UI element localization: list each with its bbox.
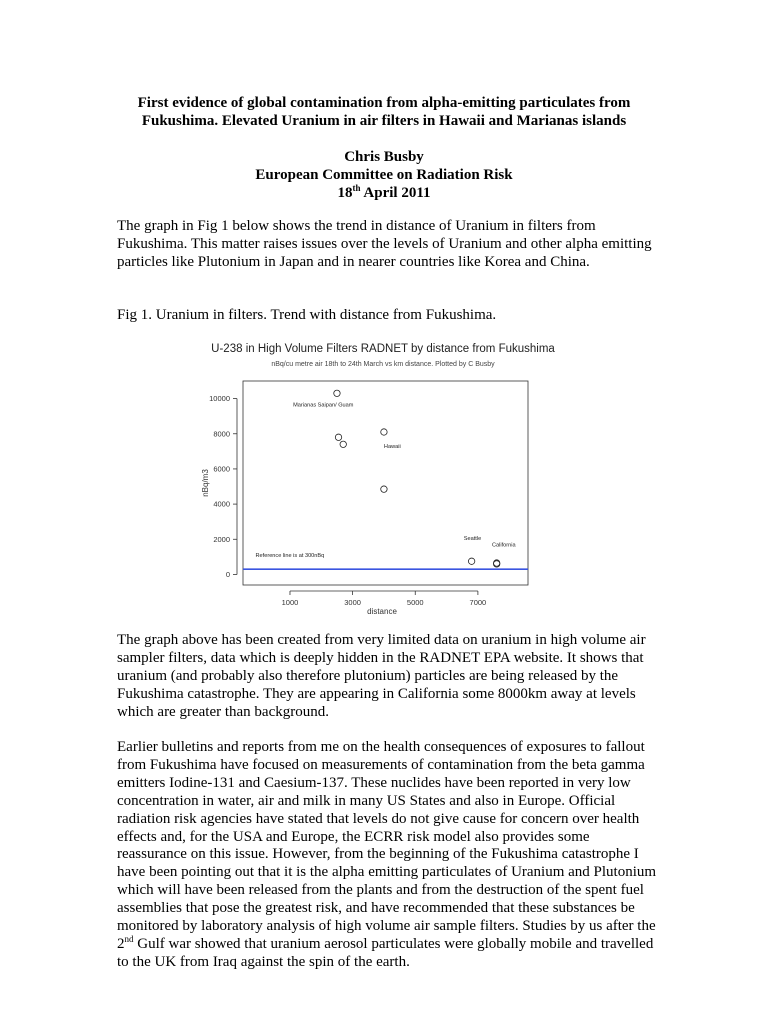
- publication-date: [100, 184, 668, 202]
- chart-annotation: California: [491, 542, 516, 549]
- title-line-1: First evidence of global contamination from alpha-emitting particulates from: [137, 95, 631, 111]
- x-axis-label: distance: [367, 607, 397, 616]
- y-tick-label: 10000: [209, 394, 230, 404]
- author-name: Chris Busby: [344, 149, 424, 165]
- chart-annotation: Seattle: [463, 536, 482, 543]
- x-tick-label: 5000: [406, 598, 424, 607]
- paragraph-3-text-b: Gulf war showed that uranium aerosol particulates were globally mobile and travelled to the UK from Iraq against the spin of the earth.: [117, 935, 654, 970]
- x-axis: [282, 591, 487, 607]
- author-organization: European Committee on Radiation Risk: [255, 167, 513, 183]
- data-point: [340, 441, 346, 447]
- title-line-2: Fukushima. Elevated Uranium in air filters in Hawaii and Marianas islands: [141, 113, 627, 129]
- y-axis-label: nBq/m3: [201, 469, 210, 497]
- paragraph-graph-explanation: The graph above has been created from very limited data on uranium in high volume air sampler filters, data which is deeply hidden in the RADNET EPA website. It shows that uranium (and probably also therefore plutonium) particles are being released by the Fukushima catastrophe. They are appearing in California some 8000km away at levels which are greater than background.: [117, 632, 646, 720]
- data-point: [381, 429, 387, 435]
- author-block: [100, 148, 668, 202]
- paragraph-intro: The graph in Fig 1 below shows the trend in distance of Uranium in filters from Fukushima. This matter raises issues over the levels of Uranium and other alpha emitting particles like Plutonium in Japan and in nearer countries like Korea and China.: [117, 218, 652, 270]
- chart-annotation: Hawaii: [383, 443, 401, 450]
- chart-annotation: Marianas Saipan/ Guam: [293, 402, 354, 409]
- chart-subtitle: nBq/cu metre air 18th to 24th March vs km distance. Plotted by C Busby: [271, 361, 495, 368]
- x-tick-label: 7000: [469, 598, 487, 607]
- paragraph-earlier-bulletins: [117, 739, 657, 972]
- chart-annotations: [256, 403, 517, 559]
- x-tick-label: 3000: [344, 598, 361, 607]
- date-month-year: April 2011: [360, 185, 431, 201]
- date-day: 18: [337, 185, 353, 201]
- x-tick-label: 1000: [281, 598, 299, 607]
- y-axis: [209, 394, 237, 579]
- chart-annotation: Reference line is at 300nBq: [255, 552, 325, 559]
- date-suffix: th: [352, 183, 361, 193]
- y-tick-label: 0: [225, 569, 230, 579]
- y-tick-label: 4000: [213, 499, 230, 509]
- ordinal-suffix: nd: [124, 933, 134, 944]
- y-tick-label: 2000: [213, 534, 230, 544]
- data-point: [381, 486, 387, 492]
- y-tick-label: 6000: [213, 464, 230, 474]
- data-point: [334, 390, 340, 396]
- paragraph-3-text-a: Earlier bulletins and reports from me on the health consequences of exposures to fallout from Fukushima have focused on measurements of contamination from the beta gamma emitters Iodine-131 and Caesium-137. These nuclides have been reported in very low concentration in water, air and milk in many US States and also in Europe. Official radiation risk agencies have stated that levels do not give cause for concern over health effects and, for the USA and Europe, the ECRR risk model also provides some reassurance on this issue. However, from the beginning of the Fukushima catastrophe I have been pointing out that it is the alpha emitting particulates of Uranium and Plutonium which will have been released from the plants and from the destruction of the spent fuel assemblies that pose the greatest risk, and have recommended that these substances be monitored by laboratory analysis of high volume air sample filters. Studies by us after the 2: [117, 739, 657, 952]
- chart-svg: [170, 336, 590, 626]
- y-tick-label: 8000: [213, 429, 230, 439]
- paper-title: [100, 94, 668, 130]
- chart-title: U-238 in High Volume Filters RADNET by distance from Fukushima: [211, 343, 555, 355]
- uranium-scatter-chart: [170, 336, 590, 626]
- figure-caption: Fig 1. Uranium in filters. Trend with distance from Fukushima.: [117, 307, 497, 323]
- data-point: [468, 558, 474, 564]
- data-point: [335, 434, 341, 440]
